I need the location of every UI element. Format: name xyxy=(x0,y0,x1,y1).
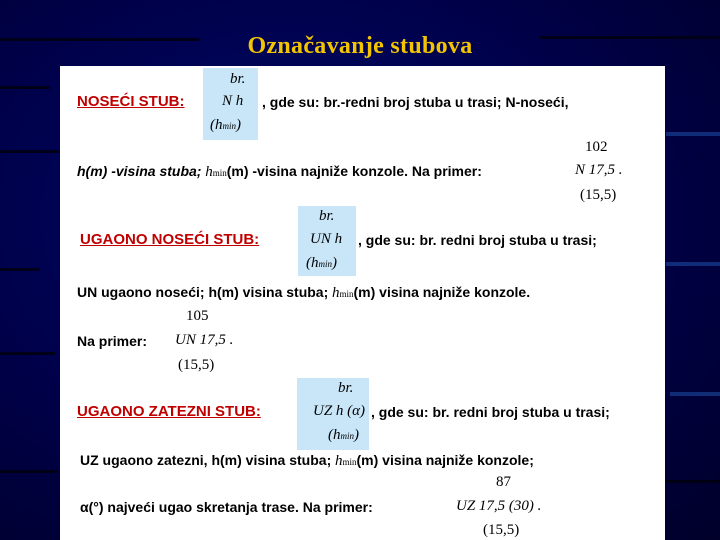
example-bottom: (15,5) xyxy=(483,522,520,538)
background-streak xyxy=(0,470,58,473)
section-description: , gde su: br. redni broj stuba u trasi; xyxy=(371,404,610,420)
formula-mid: UZ h (α) xyxy=(313,403,366,419)
document-page xyxy=(60,66,665,540)
example-label: Na primer: xyxy=(77,333,148,349)
slide-title: Označavanje stubova xyxy=(247,33,473,59)
example-mid: N 17,5 . xyxy=(575,162,623,178)
background-streak xyxy=(0,268,40,271)
formula-top: br. xyxy=(338,380,354,396)
example-mid: UZ 17,5 (30) . xyxy=(456,498,542,514)
background-streak xyxy=(670,392,720,396)
formula-bottom: (hmin) xyxy=(210,117,241,133)
section-label-ugaono-noseci-stub: UGAONO NOSEĆI STUB: xyxy=(80,231,260,248)
formula-bottom: (hmin) xyxy=(328,427,359,443)
background-streak xyxy=(0,352,55,355)
definition-line: α(°) najveći ugao skretanja trase. Na primer: xyxy=(80,499,373,515)
formula-mid: UN h xyxy=(310,231,343,247)
example-top: 102 xyxy=(585,139,608,155)
background-streak xyxy=(666,132,720,136)
formula-mid: N h xyxy=(222,93,244,109)
example-bottom: (15,5) xyxy=(178,357,215,373)
formula-top: br. xyxy=(230,71,246,87)
example-bottom: (15,5) xyxy=(580,187,617,203)
formula-top: br. xyxy=(319,208,335,224)
definition-line: h(m) -visina stuba; hmin(m) -visina najniže konzole. Na primer: xyxy=(77,163,482,180)
example-top: 105 xyxy=(186,308,209,324)
example-mid: UN 17,5 . xyxy=(175,332,234,348)
section-description: , gde su: br. redni broj stuba u trasi; xyxy=(358,232,597,248)
background-streak xyxy=(666,262,720,266)
example-top: 87 xyxy=(496,474,511,490)
section-description: , gde su: br.-redni broj stuba u trasi; N-noseći, xyxy=(262,94,569,110)
background-streak xyxy=(666,480,720,483)
section-label-ugaono-zatezni-stub: UGAONO ZATEZNI STUB: xyxy=(77,403,261,420)
definition-line: UZ ugaono zatezni, h(m) visina stuba; hmin(m) visina najniže konzole; xyxy=(80,452,534,469)
definition-line: UN ugaono noseći; h(m) visina stuba; hmin(m) visina najniže konzole. xyxy=(77,284,531,301)
section-label-noseci-stub: NOSEĆI STUB: xyxy=(77,93,185,110)
background-streak xyxy=(0,86,50,89)
formula-bottom: (hmin) xyxy=(306,255,337,271)
background-streak xyxy=(0,150,60,153)
